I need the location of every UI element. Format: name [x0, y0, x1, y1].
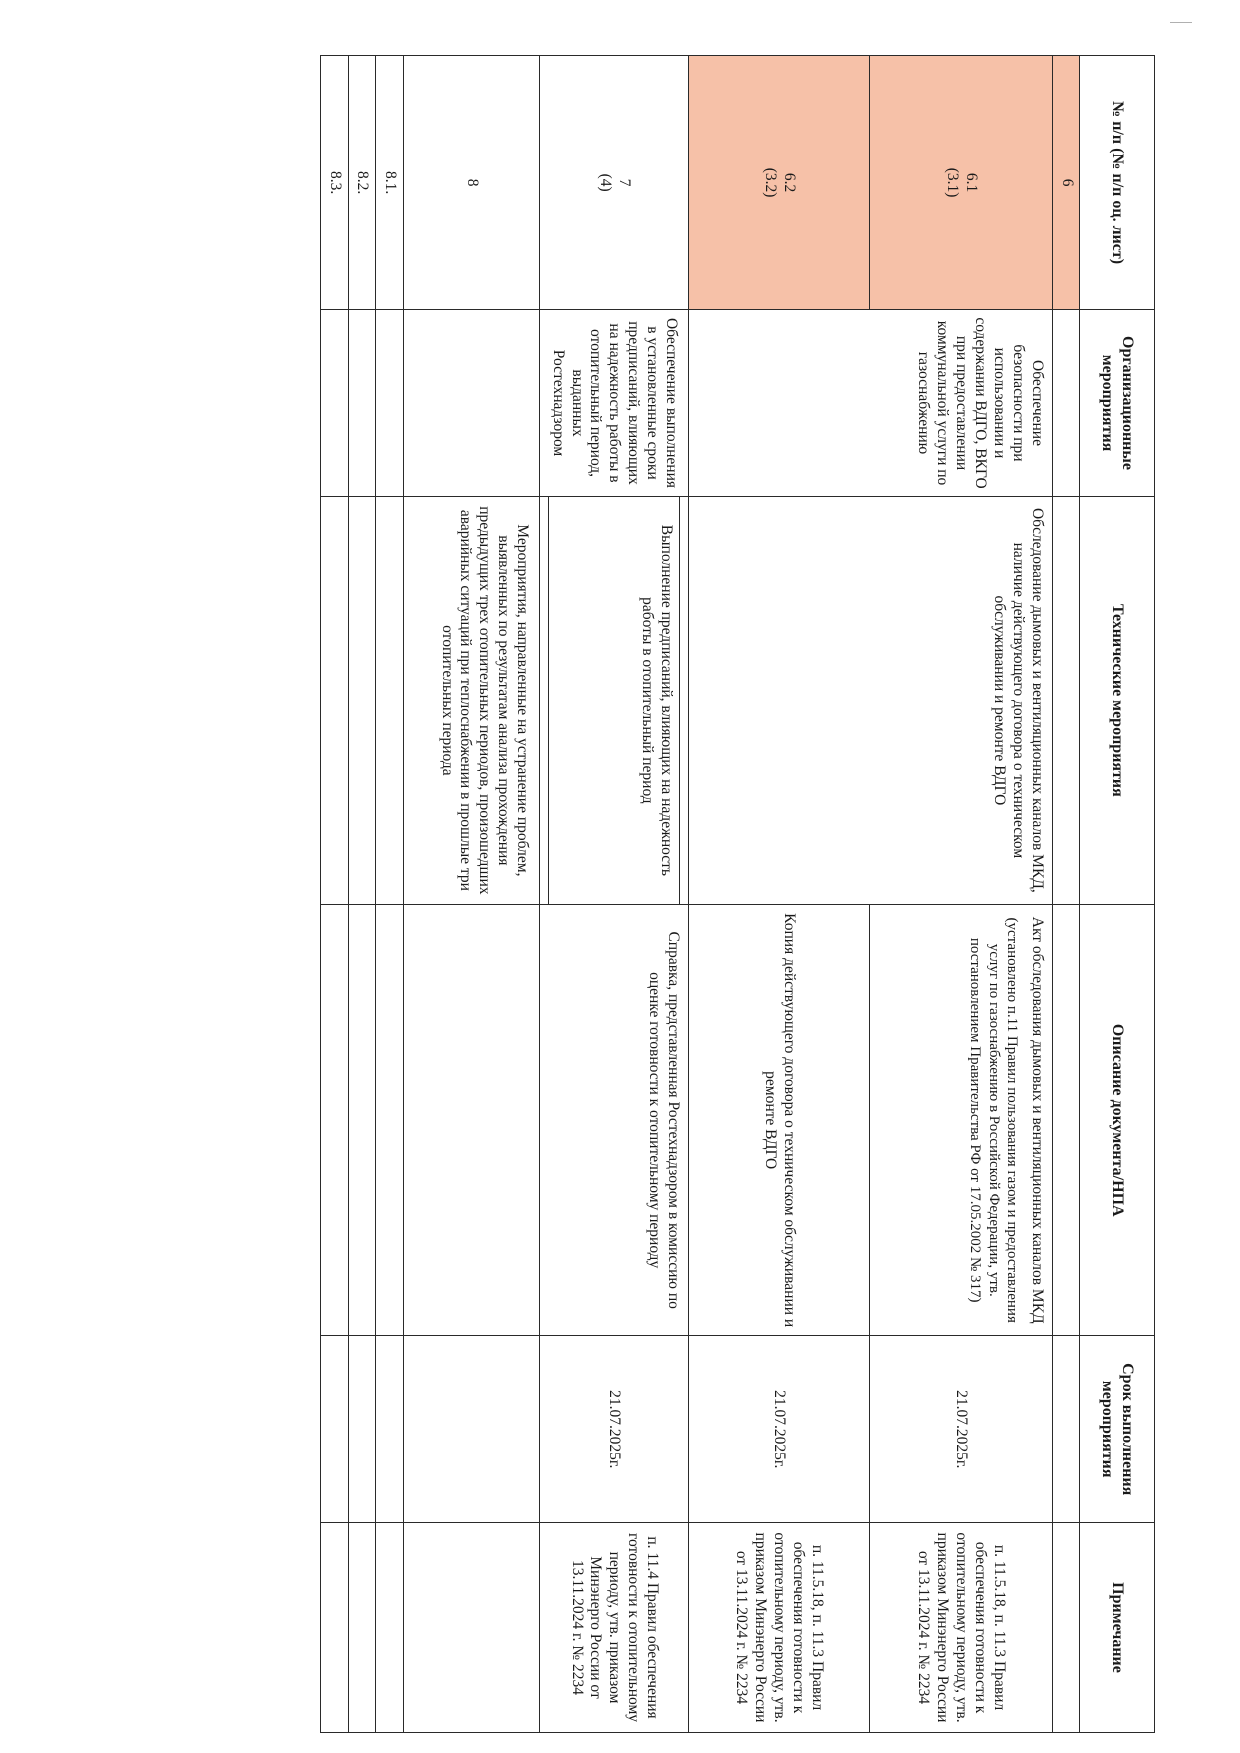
row-6	[1052, 56, 1080, 1733]
header-row	[1080, 56, 1155, 1733]
row-8-tech: Мероприятия, направленные на устранение проблем, выявленных по результатам анализа прохождения предыдущих трех отопительных периодов, произошедших аварийных ситуаций при теплоснабжении в прошлые три отопительных периода	[403, 496, 539, 904]
row-7	[540, 56, 688, 1733]
row-7-note: п. 11.4 Правил обеспечения готовности к отопительному периоду, утв. приказом Минэнерго России от 13.11.2024 г. № 2234	[540, 1523, 688, 1733]
row-6-1-num	[869, 56, 1052, 310]
row-8	[403, 56, 539, 1733]
plan-table	[320, 55, 1155, 1733]
row-6-1-term: 21.07.2025г.	[869, 1336, 1052, 1523]
row-7-org: Обеспечение выполнения в установленные сроки предписаний, влияющих на надежность работы в отопительный период, выданных Ростехнадзором	[540, 310, 688, 497]
row-7-doc: Справка, представленная Ростехнадзором в комиссию по оценке готовности к отопительному периоду	[540, 904, 688, 1335]
row-8-2	[348, 56, 376, 1733]
row-6-2-num-ref: (3.2)	[761, 167, 779, 198]
row-8-1-num: 8.1.	[376, 56, 404, 310]
row-6-tech: Обследование дымовых и вентиляционных каналов МКД, наличие действующего договора о техническом обслуживании и ремонте ВДГО	[688, 496, 1052, 904]
row-6-num: 6	[1052, 56, 1080, 310]
header-note: Примечание	[1080, 1523, 1155, 1733]
row-7-num-main: 7	[615, 178, 633, 187]
row-8-num: 8	[403, 56, 539, 310]
row-6-1	[869, 56, 1052, 1733]
row-7-tech-nested	[540, 497, 687, 904]
row-7-tech: Выполнение предписаний, влияющих на надежность работы в отопительный период	[549, 497, 679, 904]
row-6-1-num-ref: (3.1)	[943, 167, 961, 198]
header-tech: Технические мероприятия	[1080, 496, 1155, 904]
row-7-tech-cell	[540, 496, 688, 904]
row-8-3	[321, 56, 349, 1733]
row-6-2-doc: Копия действующего договора о техническом обслуживании и ремонте ВДГО	[688, 904, 869, 1335]
header-org: Организационные мероприятия	[1080, 310, 1155, 497]
row-6-org: Обеспечение безопасности при использовании и содержании ВДГО, ВКГО при предоставлении коммунальной услуги по газоснабжению	[688, 310, 1052, 497]
row-6-1-doc-main: Акт обследования дымовых и вентиляционных каналов МКД	[1028, 916, 1046, 1324]
scan-mark	[1170, 22, 1192, 23]
row-6-2-num-main: 6.2	[780, 172, 798, 193]
row-7-num-ref: (4)	[596, 173, 614, 192]
row-8-1	[376, 56, 404, 1733]
header-term: Срок выполнения мероприятия	[1080, 1336, 1155, 1523]
row-8-3-num: 8.3.	[321, 56, 349, 310]
row-6-1-note: п. 11.5.18, п. 11.3 Правил обеспечения готовности к отопительному периоду, утв. приказом Минэнерго России от 13.11.2024 г. № 2234	[869, 1523, 1052, 1733]
row-7-term: 21.07.2025г.	[540, 1336, 688, 1523]
row-6-2-term: 21.07.2025г.	[688, 1336, 869, 1523]
header-doc: Описание документа/НПА	[1080, 904, 1155, 1335]
header-num: № п/п (№ п/п оц. лист)	[1080, 56, 1155, 310]
row-6-1-num-main: 6.1	[962, 172, 980, 193]
row-7-num	[540, 56, 688, 310]
row-6-2-note: п. 11.5.18, п. 11.3 Правил обеспечения готовности к отопительному периоду, утв. приказом Минэнерго России от 13.11.2024 г. № 2234	[688, 1523, 869, 1733]
row-8-2-num: 8.2.	[348, 56, 376, 310]
row-6-1-doc-sub: (установлено п.11 Правил пользования газом и предоставления услуг по газоснабжению в Российской Федерации, утв. постановлением Правительства РФ от 17.05.2002 № 317)	[967, 917, 1020, 1323]
row-6-1-doc	[869, 904, 1052, 1335]
rotated-page	[320, 55, 1155, 1733]
row-6-2-num	[688, 56, 869, 310]
